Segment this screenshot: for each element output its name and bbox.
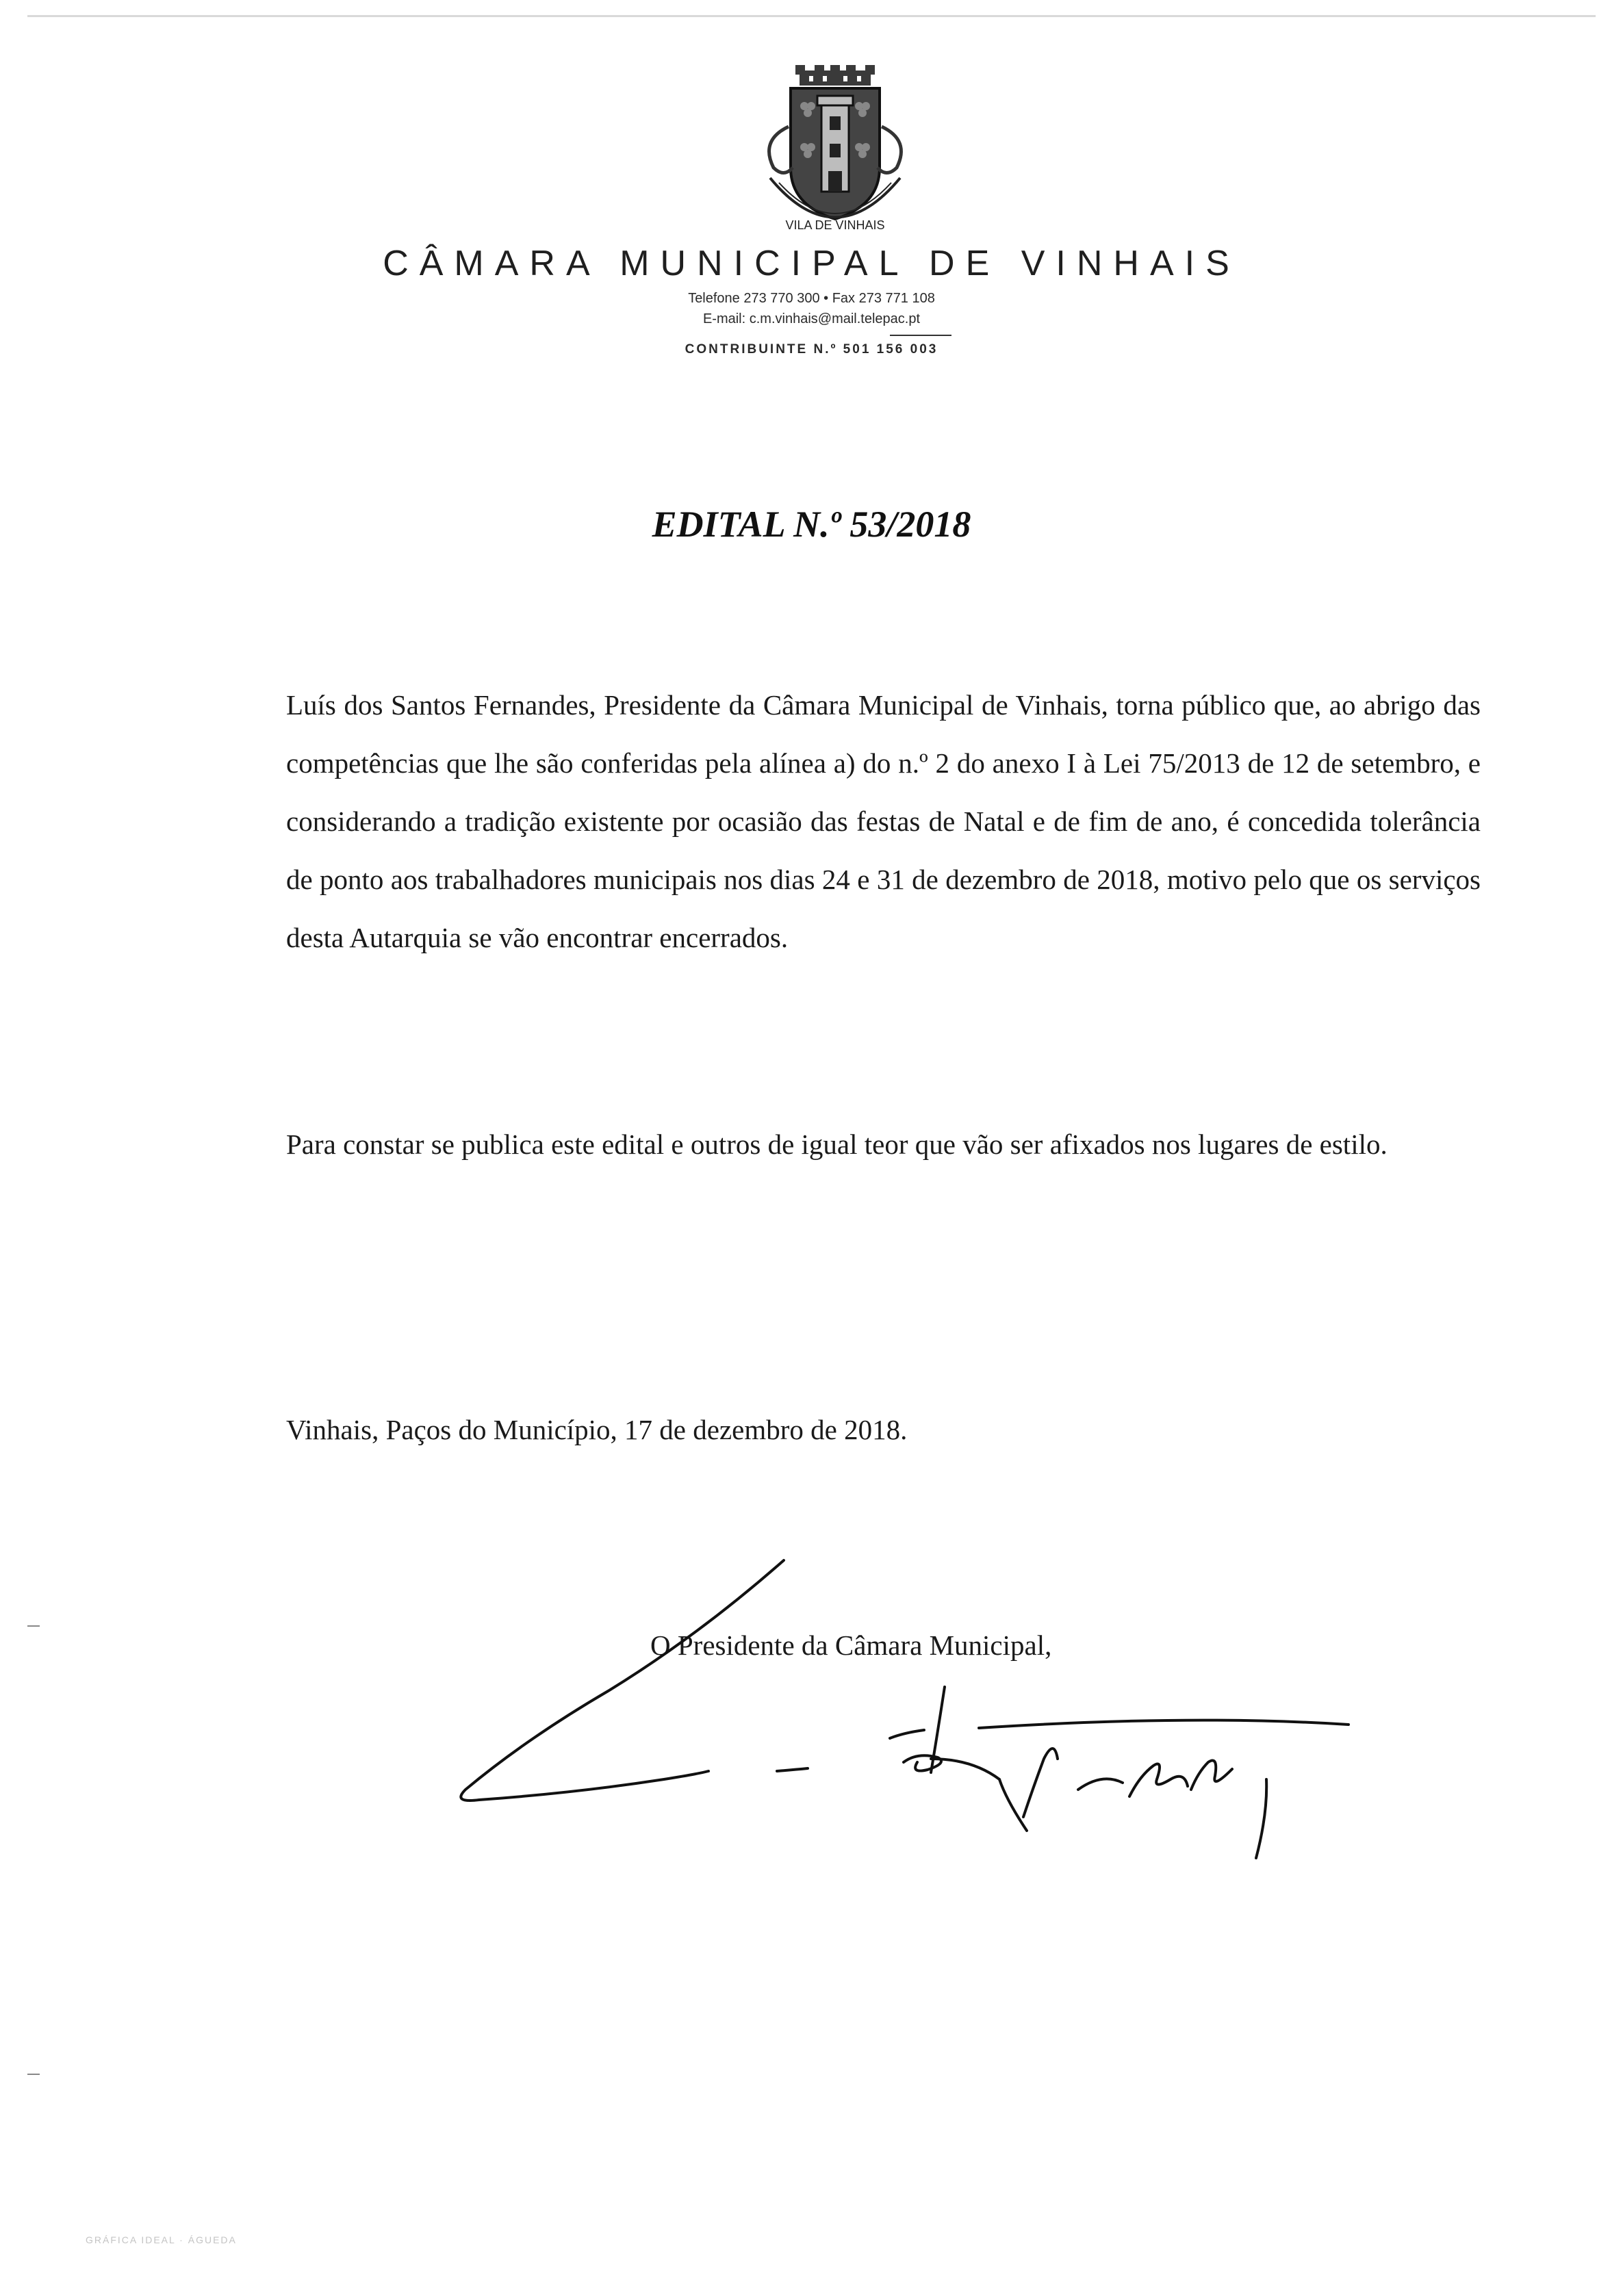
top-border-line [27, 15, 1596, 17]
body-paragraph-1: Luís dos Santos Fernandes, Presidente da Câmara Municipal de Vinhais, torna público que, ao abrigo das competências que lhe são conferidas pela alínea a) do n.º 2 do anexo I à Lei 75/2013 de 12 de setembro, e considerando a tradição existente por ocasião das festas de Natal e de fim de ano, é concedida tolerância de ponto aos trabalhadores municipais nos dias 24 e 31 de dezembro de 2018, motivo pelo que os serviços desta Autarquia se vão encontrar encerrados. [286, 689, 1481, 953]
phone-fax-line: Telefone 273 770 300 • Fax 273 771 108 [688, 291, 935, 306]
taxpayer-number: CONTRIBUINTE N.º 501 156 003 [685, 342, 938, 357]
municipality-name: CÂMARA MUNICIPAL DE VINHAIS [383, 244, 1240, 283]
body-paragraph-2: Para constar se publica este edital e outros de igual teor que vão ser afixados nos lugares de estilo. [286, 1128, 1388, 1160]
email-line: E-mail: c.m.vinhais@mail.telepac.pt [702, 311, 921, 326]
document-title: EDITAL N.º 53/2018 [652, 504, 971, 545]
svg-text:VILA DE VINHAIS: VILA DE VINHAIS [785, 218, 885, 232]
signatory-title: O Presidente da Câmara Municipal, [650, 1629, 1052, 1661]
margin-tick [27, 1625, 40, 1627]
header-divider [890, 335, 951, 336]
place-and-date: Vinhais, Paços do Município, 17 de dezembro de 2018. [286, 1414, 908, 1445]
margin-tick [27, 2074, 40, 2075]
municipal-coat-of-arms [746, 65, 924, 243]
handwritten-signature [438, 1553, 1383, 1882]
printer-imprint: GRÁFICA IDEAL · ÁGUEDA [86, 2234, 237, 2245]
